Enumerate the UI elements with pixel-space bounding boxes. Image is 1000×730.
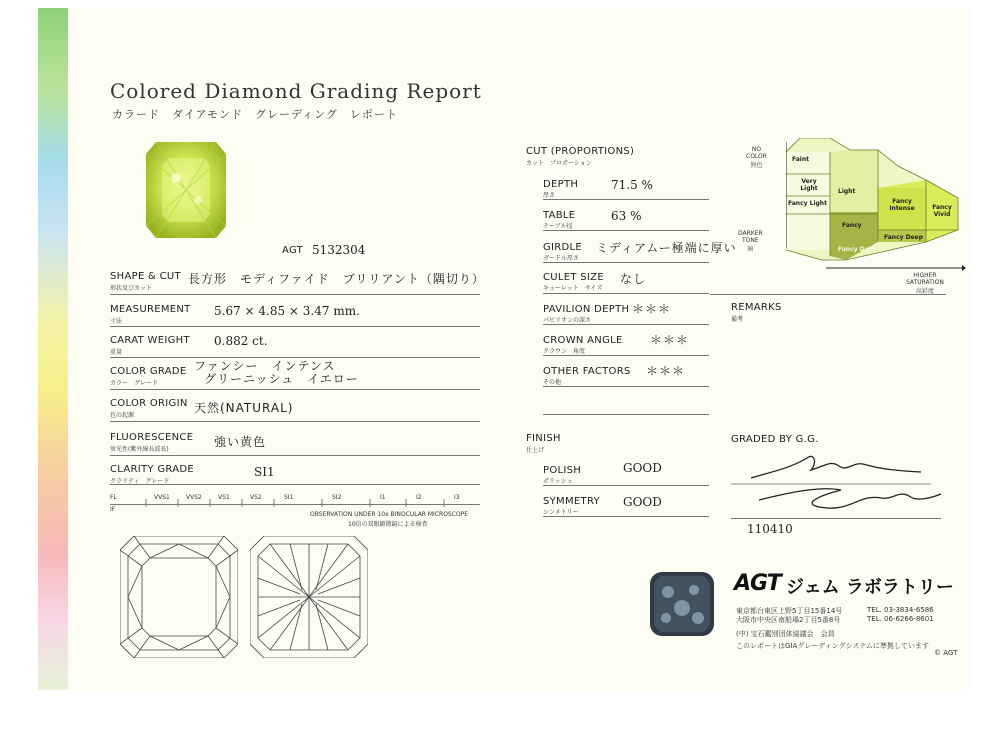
swatch-fancy: Fancy [842, 222, 862, 229]
measurement-label: MEASUREMENT [110, 304, 191, 315]
no-color-text-jp: 無色 [750, 162, 763, 169]
polish-label: POLISH [543, 465, 582, 476]
higher-saturation-label [906, 272, 944, 295]
fancy-color-chart [786, 138, 966, 272]
crown-angle-value: ＊＊＊ [650, 333, 690, 347]
measurement-value: 5.67 × 4.85 × 3.47 mm. [214, 304, 360, 318]
diamond-photo [146, 142, 226, 238]
swatch-fancy-deep: Fancy Deep [884, 234, 924, 241]
no-color-label [746, 146, 767, 169]
pavilion-depth-label: PAVILION DEPTH [543, 304, 630, 315]
finish-heading: FINISH [526, 433, 561, 444]
measurement-sub: 寸法 [110, 318, 123, 325]
shape-cut-value: 長方形 モディファイド ブリリアント（隅切り） [188, 272, 485, 286]
lab-tel-1: TEL. 03-3834-6586 [867, 606, 934, 614]
microscope-note-jp: 10倍の双眼顕微鏡による検査 [348, 521, 428, 528]
girdle-label: GIRDLE [543, 242, 583, 253]
other-factors-label: OTHER FACTORS [543, 366, 631, 377]
clarity-scale-vs1: VS1 [218, 494, 230, 501]
clarity-scale-si1: SI1 [284, 494, 294, 501]
divider [543, 324, 709, 325]
symmetry-sub: シンメトリー [543, 509, 579, 516]
divider [543, 199, 709, 200]
shape-cut-label: SHAPE & CUT [110, 271, 181, 282]
grader-number: 110410 [747, 522, 793, 536]
symmetry-value: GOOD [623, 495, 662, 509]
divider [543, 516, 709, 517]
remarks-sub: 備考 [731, 316, 744, 323]
depth-label: DEPTH [543, 179, 579, 190]
other-factors-sub: その他 [543, 379, 562, 386]
lab-name: ジェム ラボラトリー [786, 577, 954, 598]
carat-weight-label: CARAT WEIGHT [110, 335, 190, 346]
shape-cut-sub: 形状及びカット [110, 285, 152, 292]
grader-signature [731, 450, 951, 520]
divider [543, 230, 709, 231]
divider [543, 414, 709, 415]
clarity-scale-if: IF [110, 506, 116, 513]
color-spectrum-strip [38, 8, 68, 690]
depth-sub: 厚さ [543, 192, 556, 199]
cut-heading: CUT (PROPORTIONS) [526, 146, 635, 157]
crown-angle-sub: クラウン 角度 [543, 348, 586, 355]
carat-weight-sub: 重量 [110, 349, 123, 356]
divider [110, 326, 480, 327]
divider [110, 389, 480, 390]
table-label: TABLE [543, 210, 576, 221]
table-sub: テーブル径 [543, 223, 573, 230]
report-title: Colored Diamond Grading Report [110, 79, 482, 103]
polish-value: GOOD [623, 461, 662, 475]
graded-by-label: GRADED BY G.G. [731, 434, 819, 445]
higher-text-2: SATURATION [906, 279, 944, 286]
microscope-note: OBSERVATION UNDER 10x BINOCULAR MICROSCOPE [310, 511, 469, 518]
pavilion-depth-sub: パビリオンの深さ [543, 317, 591, 324]
divider [543, 293, 709, 294]
clarity-scale-vvs1: VVS1 [154, 494, 170, 501]
divider [110, 455, 480, 456]
fluorescence-label: FLUORESCENCE [110, 432, 194, 443]
swatch-fancy-vivid: Fancy Vivid [932, 204, 952, 218]
lab-association: (中) 宝石鑑別団体協議会 会員 [736, 630, 835, 638]
clarity-scale-i1: I1 [380, 494, 386, 501]
divider [543, 485, 709, 486]
girdle-sub: ガードル厚さ [543, 255, 580, 262]
color-origin-value: 天然(NATURAL) [194, 401, 294, 415]
crown-angle-label: CROWN ANGLE [543, 335, 623, 346]
culet-size-sub: キューレット サイズ [543, 285, 603, 292]
girdle-value: ミディアムー極端に厚い [596, 241, 737, 255]
copyright: © AGT [934, 649, 958, 657]
higher-text-jp: 高彩度 [915, 288, 934, 295]
divider [110, 484, 480, 485]
clarity-scale-vs2: VS2 [250, 494, 262, 501]
clarity-scale-si2: SI2 [332, 494, 342, 501]
divider [731, 518, 941, 519]
pavilion-depth-value: ＊＊＊ [632, 302, 672, 316]
divider [543, 386, 709, 387]
color-grade-label: COLOR GRADE [110, 366, 187, 377]
agt-logo: AGT [734, 571, 781, 596]
divider [110, 421, 480, 422]
color-grade-sub: カラー グレード [110, 380, 159, 387]
no-color-text-2: COLOR [746, 153, 767, 160]
divider [110, 294, 480, 295]
darker-text: DARKER [738, 230, 763, 237]
clarity-scale-vvs2: VVS2 [186, 494, 202, 501]
cut-heading-jp: カット プロポーション [526, 160, 592, 167]
swatch-fancy-intense: Fancy Intense [889, 198, 915, 212]
darker-tone-label [738, 230, 763, 253]
clarity-scale-i3: I3 [454, 494, 460, 501]
higher-text: HIGHER [913, 272, 937, 279]
lab-tel-2: TEL. 06-6266-8601 [867, 615, 934, 623]
hologram-seal [650, 572, 714, 636]
clarity-grade-label: CLARITY GRADE [110, 464, 194, 475]
clarity-scale-i2: I2 [416, 494, 422, 501]
clarity-grade-sub: クラリティ グレード [110, 478, 170, 485]
clarity-scale-ticks [110, 492, 480, 504]
divider [543, 262, 709, 263]
swatch-very-light: Very Light [800, 178, 818, 192]
culet-size-value: なし [620, 272, 647, 286]
carat-weight-value: 0.882 ct. [214, 334, 268, 348]
crown-plot-diagram [120, 536, 238, 658]
pavilion-plot-diagram [250, 536, 368, 658]
color-origin-label: COLOR ORIGIN [110, 398, 188, 409]
swatch-faint: Faint [792, 156, 809, 163]
other-factors-value: ＊＊＊ [646, 364, 686, 378]
depth-value: 71.5 % [611, 178, 653, 192]
color-origin-sub: 色の起源 [110, 412, 135, 419]
fluorescence-value: 強い黄色 [214, 435, 267, 449]
symmetry-label: SYMMETRY [543, 496, 600, 507]
gia-note: このレポートはGIAグレーディングシステムに準拠しています [736, 642, 929, 650]
no-color-text: NO [751, 146, 762, 153]
color-grade-value: ファンシー インテンス [194, 359, 336, 373]
lab-address-1: 東京都台東区上野5丁目15番14号 [736, 607, 843, 615]
agt-number: 5132304 [312, 243, 366, 257]
finish-heading-jp: 仕上げ [526, 447, 545, 454]
fluorescence-sub: 蛍光性(紫外線長波長) [110, 446, 169, 453]
darker-text-jp: 暗 [747, 246, 754, 253]
swatch-fancy-dark: Fancy Dark [838, 246, 876, 253]
table-value: 63 % [611, 209, 642, 223]
darker-text-2: TONE [742, 237, 759, 244]
polish-sub: ポリッシュ [543, 478, 573, 485]
lab-address-2: 大阪市中央区南船場2丁目5番8号 [736, 616, 841, 624]
report-sheet [38, 8, 970, 690]
remarks-label: REMARKS [731, 302, 782, 313]
swatch-light: Light [838, 188, 856, 195]
agt-label: AGT [282, 245, 304, 256]
color-grade-value-2: グリーニッシュ イエロー [204, 372, 359, 386]
divider [543, 355, 709, 356]
clarity-grade-value: SI1 [254, 465, 275, 479]
culet-size-label: CULET SIZE [543, 272, 604, 283]
report-subtitle-jp: カラード ダイアモンド グレーディング レポート [112, 108, 398, 121]
clarity-scale-fl: FL [110, 494, 117, 501]
swatch-fancy-light: Fancy Light [788, 200, 827, 207]
